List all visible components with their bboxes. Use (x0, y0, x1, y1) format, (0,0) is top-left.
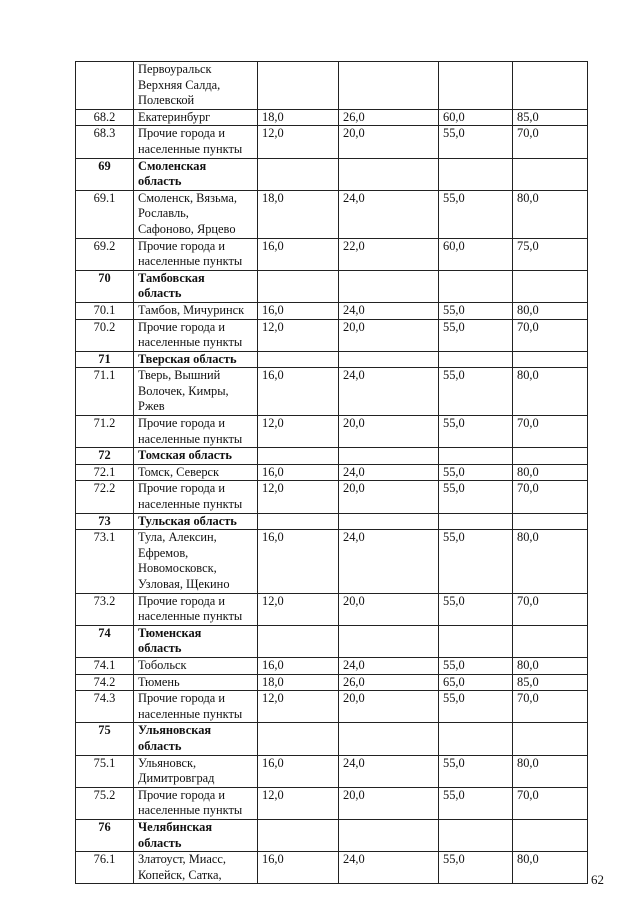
table-row (76, 530, 588, 593)
locality-name: Прочие города и населенные пункты (134, 126, 258, 158)
locality-name: Ульяновск, Димитровград (134, 755, 258, 787)
value-col-1 (258, 625, 339, 657)
value-col-3: 55,0 (439, 593, 513, 625)
region-row (76, 448, 588, 465)
value-col-1: 16,0 (258, 852, 339, 884)
value-col-2 (339, 513, 439, 530)
locality-name: Прочие города и населенные пункты (134, 319, 258, 351)
locality-name: Тверская область (134, 351, 258, 368)
value-col-3: 55,0 (439, 302, 513, 319)
value-col-1: 18,0 (258, 674, 339, 691)
value-col-4 (513, 819, 588, 851)
table-row (76, 852, 588, 884)
table-row (76, 190, 588, 238)
row-number: 68.3 (76, 126, 134, 158)
region-row (76, 158, 588, 190)
locality-name: Прочие города и населенные пункты (134, 691, 258, 723)
row-number: 70.2 (76, 319, 134, 351)
locality-name: Екатеринбург (134, 109, 258, 126)
value-col-4 (513, 448, 588, 465)
value-col-4: 80,0 (513, 302, 588, 319)
value-col-3: 65,0 (439, 674, 513, 691)
value-col-2: 24,0 (339, 657, 439, 674)
value-col-2: 24,0 (339, 302, 439, 319)
locality-name: Смоленск, Вязьма, Рославль, Сафоново, Ярцево (134, 190, 258, 238)
locality-name: Прочие города и населенные пункты (134, 787, 258, 819)
value-col-3: 55,0 (439, 481, 513, 513)
locality-name: Златоуст, Миасс, Копейск, Сатка, (134, 852, 258, 884)
value-col-2 (339, 448, 439, 465)
value-col-3: 55,0 (439, 368, 513, 416)
value-col-2: 24,0 (339, 368, 439, 416)
locality-name: Тобольск (134, 657, 258, 674)
locality-name: Ульяновская область (134, 723, 258, 755)
rates-table (75, 61, 588, 884)
value-col-2: 20,0 (339, 787, 439, 819)
value-col-1 (258, 158, 339, 190)
row-number: 74.3 (76, 691, 134, 723)
value-col-2: 24,0 (339, 530, 439, 593)
value-col-4 (513, 625, 588, 657)
row-number: 75 (76, 723, 134, 755)
value-col-4: 70,0 (513, 787, 588, 819)
value-col-3 (439, 270, 513, 302)
value-col-2: 22,0 (339, 238, 439, 270)
table-row (76, 755, 588, 787)
row-number: 74 (76, 625, 134, 657)
region-row (76, 723, 588, 755)
table-row (76, 368, 588, 416)
value-col-1: 12,0 (258, 691, 339, 723)
value-col-3 (439, 513, 513, 530)
region-row (76, 270, 588, 302)
row-number: 72 (76, 448, 134, 465)
locality-name: Томск, Северск (134, 464, 258, 481)
value-col-4: 80,0 (513, 657, 588, 674)
value-col-4: 80,0 (513, 530, 588, 593)
row-number: 71.1 (76, 368, 134, 416)
locality-name: Прочие города и населенные пункты (134, 481, 258, 513)
value-col-2: 20,0 (339, 126, 439, 158)
row-number: 73 (76, 513, 134, 530)
table-row (76, 416, 588, 448)
value-col-1: 18,0 (258, 109, 339, 126)
value-col-4 (513, 723, 588, 755)
value-col-3: 55,0 (439, 787, 513, 819)
value-col-1 (258, 723, 339, 755)
value-col-1: 16,0 (258, 657, 339, 674)
region-row (76, 625, 588, 657)
value-col-3: 55,0 (439, 416, 513, 448)
locality-name: Смоленская область (134, 158, 258, 190)
table-row (76, 126, 588, 158)
locality-name: Прочие города и населенные пункты (134, 416, 258, 448)
table-row (76, 62, 588, 110)
page-number: 62 (591, 872, 604, 887)
locality-name: Тамбов, Мичуринск (134, 302, 258, 319)
locality-name: Томская область (134, 448, 258, 465)
value-col-1: 18,0 (258, 190, 339, 238)
value-col-4: 70,0 (513, 691, 588, 723)
locality-name: Тула, Алексин, Ефремов, Новомосковск, Узловая, Щекино (134, 530, 258, 593)
value-col-4: 70,0 (513, 319, 588, 351)
row-number: 73.2 (76, 593, 134, 625)
value-col-3 (439, 158, 513, 190)
row-number: 75.2 (76, 787, 134, 819)
value-col-1: 16,0 (258, 755, 339, 787)
value-col-3: 55,0 (439, 319, 513, 351)
row-number: 70.1 (76, 302, 134, 319)
value-col-4: 80,0 (513, 368, 588, 416)
value-col-4: 70,0 (513, 126, 588, 158)
value-col-1 (258, 351, 339, 368)
value-col-2 (339, 62, 439, 110)
value-col-2: 20,0 (339, 481, 439, 513)
value-col-3 (439, 819, 513, 851)
value-col-4: 70,0 (513, 481, 588, 513)
value-col-3: 55,0 (439, 691, 513, 723)
row-number (76, 62, 134, 110)
value-col-4 (513, 513, 588, 530)
value-col-1 (258, 62, 339, 110)
value-col-3: 55,0 (439, 657, 513, 674)
value-col-4: 85,0 (513, 109, 588, 126)
locality-name: Челябинская область (134, 819, 258, 851)
locality-name: Тамбовская область (134, 270, 258, 302)
table-row (76, 109, 588, 126)
value-col-3 (439, 723, 513, 755)
value-col-2: 20,0 (339, 691, 439, 723)
locality-name: Тюменская область (134, 625, 258, 657)
value-col-1: 12,0 (258, 416, 339, 448)
value-col-4 (513, 270, 588, 302)
value-col-2: 24,0 (339, 190, 439, 238)
value-col-1: 12,0 (258, 319, 339, 351)
row-number: 68.2 (76, 109, 134, 126)
value-col-3 (439, 62, 513, 110)
value-col-1 (258, 448, 339, 465)
value-col-2: 24,0 (339, 464, 439, 481)
row-number: 76.1 (76, 852, 134, 884)
table-row (76, 674, 588, 691)
table-row (76, 464, 588, 481)
value-col-4: 70,0 (513, 416, 588, 448)
row-number: 72.1 (76, 464, 134, 481)
value-col-2 (339, 270, 439, 302)
value-col-3 (439, 448, 513, 465)
value-col-2 (339, 819, 439, 851)
value-col-3: 55,0 (439, 530, 513, 593)
table-row (76, 787, 588, 819)
row-number: 74.2 (76, 674, 134, 691)
value-col-2: 26,0 (339, 674, 439, 691)
value-col-1: 12,0 (258, 787, 339, 819)
value-col-3: 55,0 (439, 190, 513, 238)
locality-name: Прочие города и населенные пункты (134, 238, 258, 270)
row-number: 74.1 (76, 657, 134, 674)
value-col-1: 16,0 (258, 302, 339, 319)
table-row (76, 319, 588, 351)
value-col-3: 55,0 (439, 126, 513, 158)
value-col-2 (339, 723, 439, 755)
value-col-3: 60,0 (439, 109, 513, 126)
row-number: 70 (76, 270, 134, 302)
row-number: 69.1 (76, 190, 134, 238)
locality-name: Первоуральск Верхняя Салда, Полевской (134, 62, 258, 110)
row-number: 76 (76, 819, 134, 851)
value-col-4: 80,0 (513, 190, 588, 238)
value-col-1: 12,0 (258, 481, 339, 513)
table-row (76, 593, 588, 625)
value-col-4: 75,0 (513, 238, 588, 270)
region-row (76, 819, 588, 851)
value-col-4: 80,0 (513, 755, 588, 787)
table-row (76, 238, 588, 270)
row-number: 69 (76, 158, 134, 190)
value-col-4: 80,0 (513, 464, 588, 481)
value-col-2 (339, 625, 439, 657)
value-col-1: 16,0 (258, 238, 339, 270)
value-col-3: 55,0 (439, 852, 513, 884)
value-col-1: 16,0 (258, 368, 339, 416)
row-number: 73.1 (76, 530, 134, 593)
value-col-3 (439, 351, 513, 368)
locality-name: Тюмень (134, 674, 258, 691)
value-col-1: 16,0 (258, 530, 339, 593)
region-row (76, 351, 588, 368)
value-col-2: 24,0 (339, 852, 439, 884)
value-col-2 (339, 158, 439, 190)
value-col-4: 85,0 (513, 674, 588, 691)
table-row (76, 657, 588, 674)
table-row (76, 691, 588, 723)
row-number: 69.2 (76, 238, 134, 270)
value-col-1: 16,0 (258, 464, 339, 481)
value-col-2: 24,0 (339, 755, 439, 787)
row-number: 72.2 (76, 481, 134, 513)
value-col-1: 12,0 (258, 126, 339, 158)
region-row (76, 513, 588, 530)
value-col-2 (339, 351, 439, 368)
locality-name: Прочие города и населенные пункты (134, 593, 258, 625)
value-col-2: 20,0 (339, 593, 439, 625)
value-col-4: 70,0 (513, 593, 588, 625)
value-col-4 (513, 62, 588, 110)
value-col-4: 80,0 (513, 852, 588, 884)
value-col-2: 20,0 (339, 319, 439, 351)
value-col-1 (258, 270, 339, 302)
value-col-1 (258, 513, 339, 530)
row-number: 75.1 (76, 755, 134, 787)
value-col-3: 55,0 (439, 755, 513, 787)
value-col-3: 55,0 (439, 464, 513, 481)
value-col-1: 12,0 (258, 593, 339, 625)
table-row (76, 302, 588, 319)
table-row (76, 481, 588, 513)
value-col-3: 60,0 (439, 238, 513, 270)
value-col-2: 20,0 (339, 416, 439, 448)
value-col-2: 26,0 (339, 109, 439, 126)
locality-name: Тверь, Вышний Волочек, Кимры, Ржев (134, 368, 258, 416)
value-col-1 (258, 819, 339, 851)
value-col-4 (513, 351, 588, 368)
row-number: 71 (76, 351, 134, 368)
value-col-3 (439, 625, 513, 657)
rates-table-body (76, 62, 588, 884)
value-col-4 (513, 158, 588, 190)
row-number: 71.2 (76, 416, 134, 448)
locality-name: Тульская область (134, 513, 258, 530)
